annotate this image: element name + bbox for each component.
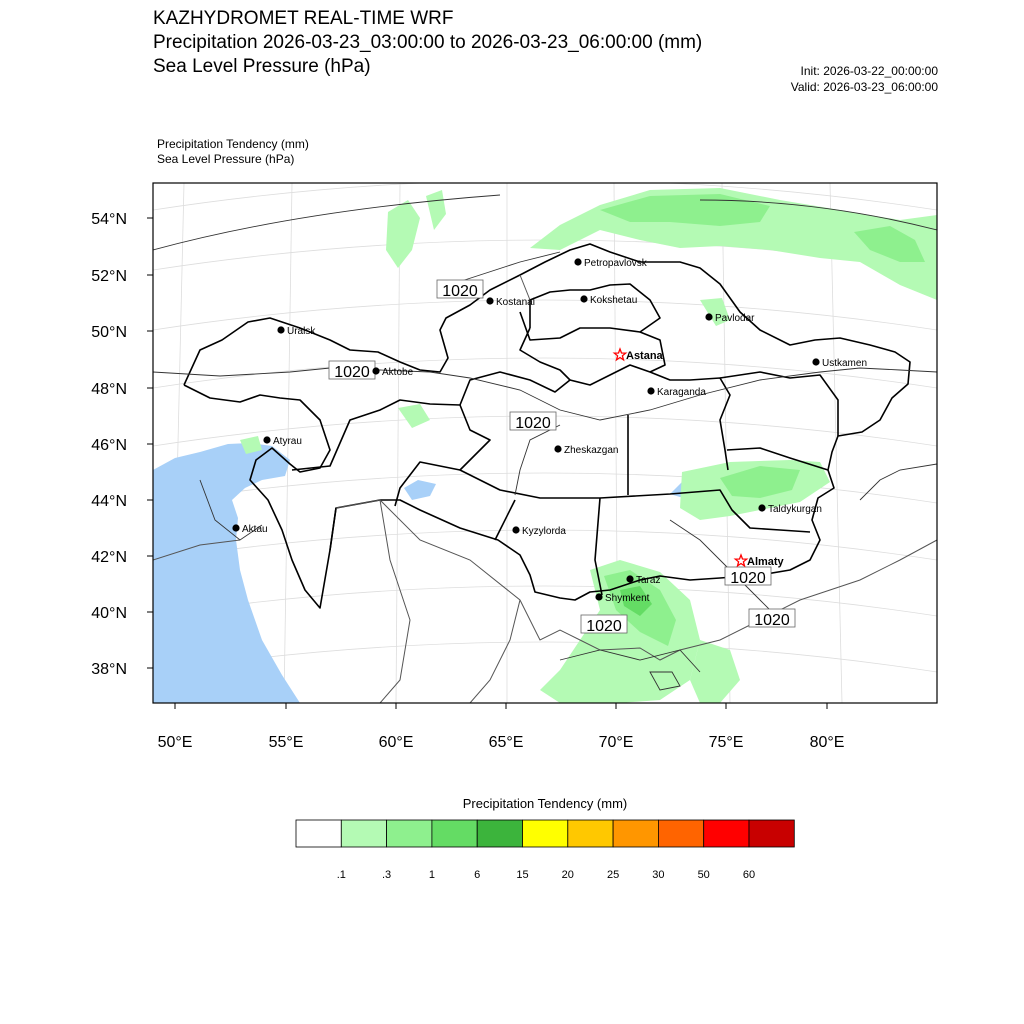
graticule xyxy=(153,180,937,703)
map-frame xyxy=(153,183,937,703)
city-dot-icon xyxy=(595,593,602,600)
lon-label: 75°E xyxy=(708,734,744,751)
svg-text:1020: 1020 xyxy=(754,612,790,629)
colorbar-swatch xyxy=(523,820,568,847)
city-dot-icon xyxy=(705,313,712,320)
city-zheskazgan xyxy=(554,445,618,456)
city-dot-icon xyxy=(647,387,654,394)
isobar-label xyxy=(581,615,627,635)
city-label: Pavlodar xyxy=(715,313,755,324)
city-label: Almaty xyxy=(747,556,784,568)
chart-subtitle-slp: Sea Level Pressure (hPa) xyxy=(153,56,371,77)
colorbar-label: 1 xyxy=(428,869,435,881)
colorbar-swatch xyxy=(704,820,749,847)
city-label: Karaganda xyxy=(657,387,706,398)
city-dot-icon xyxy=(232,524,239,531)
colorbar-swatch xyxy=(658,820,703,847)
lat-label: 54°N xyxy=(91,211,127,228)
city-dot-icon xyxy=(372,367,379,374)
city-label: Zheskazgan xyxy=(564,445,619,456)
latitude-labels xyxy=(91,211,127,678)
colorbar-label: 20 xyxy=(561,869,574,881)
city-dot-icon xyxy=(574,258,581,265)
svg-text:1020: 1020 xyxy=(730,570,766,587)
lat-label: 40°N xyxy=(91,605,127,622)
city-dot-icon xyxy=(263,436,270,443)
isobar-label xyxy=(510,412,556,432)
lat-label: 52°N xyxy=(91,268,127,285)
city-label: Taldykurgan xyxy=(768,504,822,515)
city-label: Kokshetau xyxy=(590,295,638,306)
lat-label: 38°N xyxy=(91,661,127,678)
city-ustkamen xyxy=(812,358,867,369)
colorbar-label: 60 xyxy=(742,869,756,881)
city-karaganda xyxy=(647,387,706,398)
lon-label: 55°E xyxy=(268,734,304,751)
city-uralsk xyxy=(277,326,316,337)
colorbar-label: 15 xyxy=(516,869,529,881)
colorbar xyxy=(296,820,794,881)
lon-label: 65°E xyxy=(488,734,524,751)
colorbar-swatch xyxy=(568,820,613,847)
city-label: Petropavlovsk xyxy=(584,258,647,269)
colorbar-title: Precipitation Tendency (mm) xyxy=(462,796,628,811)
city-kostanai xyxy=(486,297,535,308)
city-astana xyxy=(614,349,663,362)
city-dot-icon xyxy=(758,504,765,511)
city-dot-icon xyxy=(554,445,561,452)
colorbar-swatch xyxy=(387,820,432,847)
colorbar-label: 25 xyxy=(606,869,620,881)
colorbar-label: .3 xyxy=(382,869,392,881)
colorbar-label: .1 xyxy=(336,869,346,881)
city-dot-icon xyxy=(486,297,493,304)
isobar-label xyxy=(725,567,771,587)
colorbar-swatch xyxy=(749,820,794,847)
city-atyrau xyxy=(263,436,302,447)
city-dot-icon xyxy=(277,326,284,333)
colorbar-swatch xyxy=(613,820,658,847)
lon-label: 50°E xyxy=(157,734,193,751)
lon-label: 70°E xyxy=(598,734,634,751)
field-label-slp: Sea Level Pressure (hPa) xyxy=(157,152,295,166)
city-dot-icon xyxy=(626,575,633,582)
city-label: Astana xyxy=(626,350,663,362)
city-kyzylorda xyxy=(512,526,566,537)
lat-label: 42°N xyxy=(91,549,127,566)
lat-label: 44°N xyxy=(91,493,127,510)
init-time: Init: 2026-03-22_00:00:00 xyxy=(800,64,938,78)
colorbar-swatch xyxy=(296,820,341,847)
svg-text:1020: 1020 xyxy=(586,618,622,635)
lon-label: 60°E xyxy=(378,734,414,751)
city-label: Kostanai xyxy=(496,297,535,308)
city-dot-icon xyxy=(580,295,587,302)
capital-star-icon xyxy=(735,555,746,566)
city-label: Aktau xyxy=(242,524,268,535)
city-aktobe xyxy=(372,367,413,378)
lon-label: 80°E xyxy=(809,734,845,751)
lat-label: 50°N xyxy=(91,324,127,341)
valid-time: Valid: 2026-03-23_06:00:00 xyxy=(790,80,938,94)
city-almaty xyxy=(735,555,784,568)
city-label: Atyrau xyxy=(273,436,302,447)
colorbar-swatch xyxy=(432,820,477,847)
colorbar-label: 30 xyxy=(652,869,665,881)
chart-title: KAZHYDROMET REAL-TIME WRF xyxy=(153,8,454,29)
city-label: Taraz xyxy=(636,575,661,586)
city-label: Kyzylorda xyxy=(522,526,566,537)
isobar-label xyxy=(329,361,375,381)
isobar-label xyxy=(749,609,795,629)
svg-text:1020: 1020 xyxy=(515,415,551,432)
capital-star-icon xyxy=(614,349,625,360)
lat-label: 46°N xyxy=(91,437,127,454)
caspian-sea xyxy=(153,443,300,703)
lat-label: 48°N xyxy=(91,381,127,398)
svg-text:1020: 1020 xyxy=(442,283,478,300)
colorbar-swatch xyxy=(477,820,522,847)
colorbar-label: 50 xyxy=(697,869,710,881)
isobars xyxy=(153,195,937,690)
colorbar-swatch xyxy=(341,820,386,847)
colorbar-label: 6 xyxy=(474,869,481,881)
city-dot-icon xyxy=(812,358,819,365)
city-petropavlovsk xyxy=(574,258,647,269)
map-body xyxy=(153,180,937,703)
isobar-label xyxy=(437,280,483,300)
longitude-labels xyxy=(158,734,845,751)
svg-text:1020: 1020 xyxy=(334,364,370,381)
city-dot-icon xyxy=(512,526,519,533)
aral-sea xyxy=(404,480,436,500)
city-label: Aktobe xyxy=(382,367,414,378)
city-taldykurgan xyxy=(758,504,822,515)
city-label: Uralsk xyxy=(287,326,316,337)
city-label: Shymkent xyxy=(605,593,650,604)
city-label: Ustkamen xyxy=(822,358,868,369)
field-label-precip: Precipitation Tendency (mm) xyxy=(157,137,309,151)
chart-subtitle-precip: Precipitation 2026-03-23_03:00:00 to 2026-03-23_06:00:00 (mm) xyxy=(153,32,703,53)
city-aktau xyxy=(232,524,267,535)
